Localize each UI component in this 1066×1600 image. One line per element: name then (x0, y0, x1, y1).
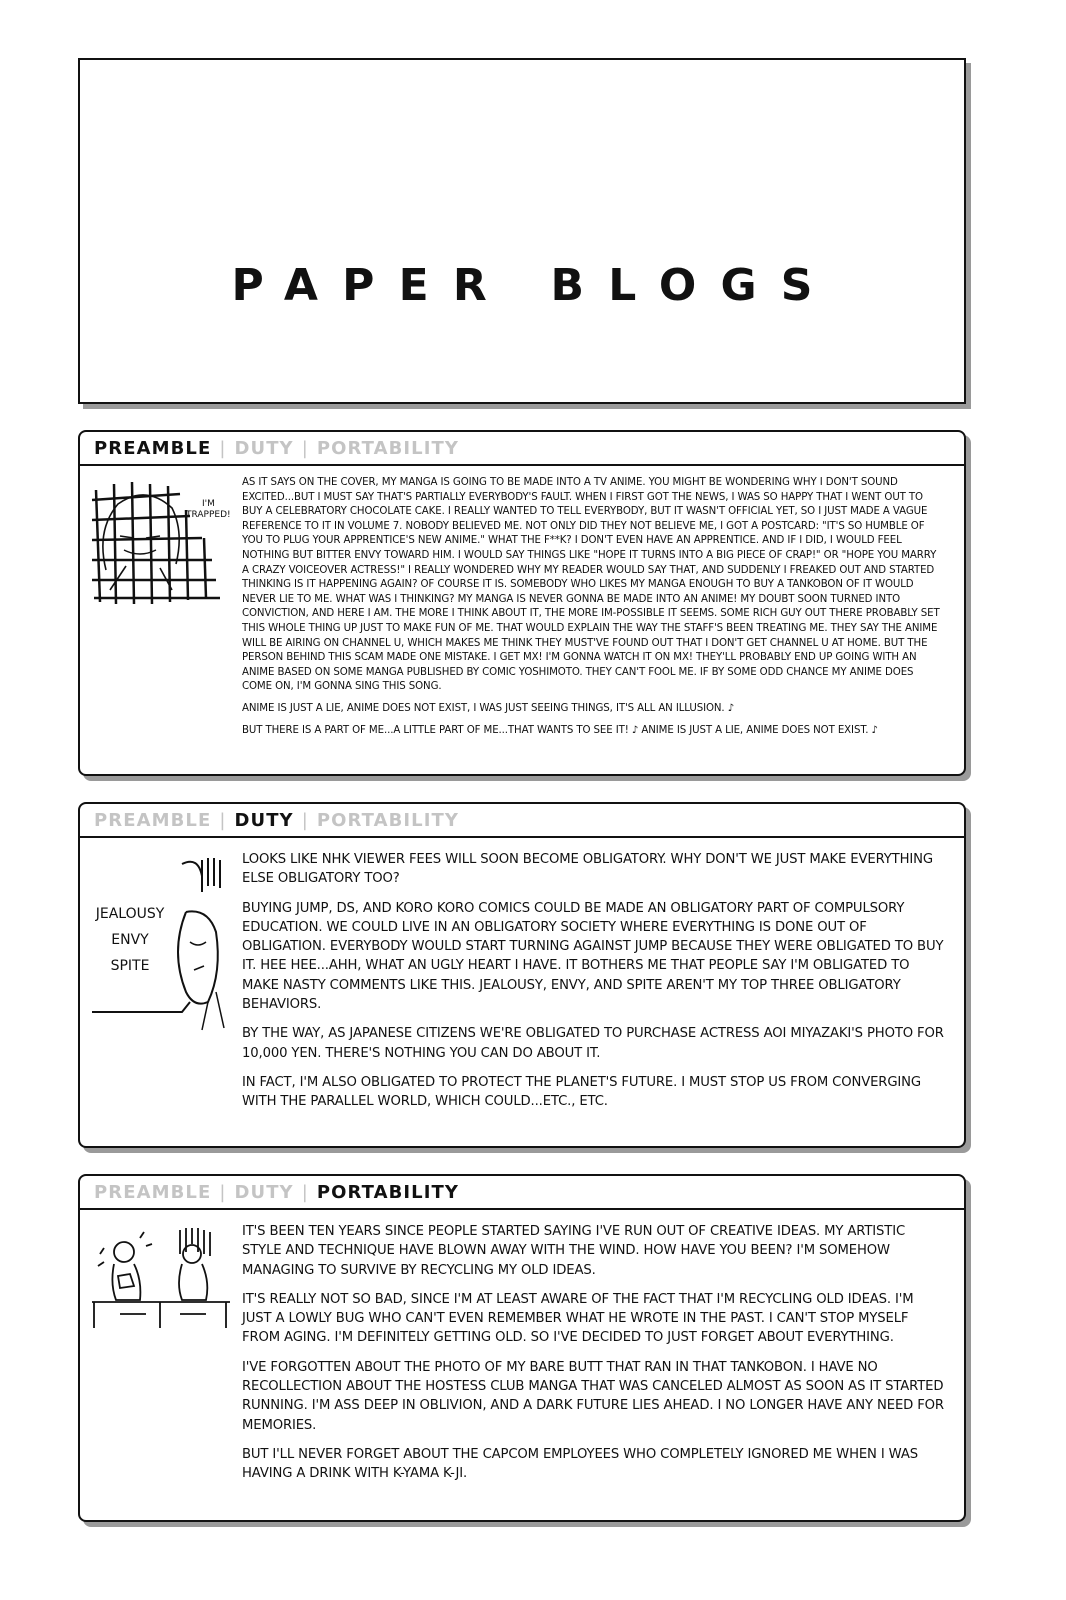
paragraph: LOOKS LIKE NHK VIEWER FEES WILL SOON BECOME OBLIGATORY. WHY DON'T WE JUST MAKE EVERYTHING ELSE OBLIGATORY TOO? (242, 852, 933, 887)
jealousy-illustration (90, 852, 240, 1046)
section-portability (78, 1174, 966, 1522)
title-panel (78, 58, 966, 404)
section-tabs (80, 804, 964, 838)
tab-separator: | (301, 1181, 309, 1203)
paragraph: BY THE WAY, AS JAPANESE CITIZENS WE'RE OBLIGATED TO PURCHASE ACTRESS AOI MIYAZAKI'S PHOTO FOR 10,000 YEN. THERE'S NOTHING YOU CAN DO ABOUT IT. (242, 1026, 944, 1061)
section-tabs (80, 432, 964, 466)
illustration-caption: ENVY (111, 932, 149, 948)
paragraph: BUT I'LL NEVER FORGET ABOUT THE CAPCOM EMPLOYEES WHO COMPLETELY IGNORED ME WHEN I WAS HAVING A DRINK WITH K-YAMA K-JI. (242, 1446, 918, 1482)
tab-preamble: PREAMBLE (94, 809, 212, 831)
tab-preamble: PREAMBLE (94, 1181, 212, 1203)
section-text (242, 476, 944, 745)
section-duty (78, 802, 966, 1148)
tab-preamble: PREAMBLE (94, 437, 212, 459)
tab-separator: | (301, 809, 309, 831)
illustration-caption: TRAPPED! (186, 510, 231, 520)
two-people-illustration (90, 1224, 240, 1338)
section-text (242, 1222, 944, 1494)
tab-separator: | (301, 437, 309, 459)
tab-portability: PORTABILITY (316, 437, 459, 459)
tab-separator: | (219, 1181, 227, 1203)
trapped-illustration (90, 480, 240, 614)
illustration-caption: SPITE (110, 958, 150, 974)
tab-separator: | (219, 809, 227, 831)
tab-duty: DUTY (234, 437, 294, 459)
tab-portability: PORTABILITY (316, 809, 459, 831)
section-tabs (80, 1176, 964, 1210)
paragraph: AS IT SAYS ON THE COVER, MY MANGA IS GOING TO BE MADE INTO A TV ANIME. YOU MIGHT BE WONDERING WHY I DON'T SOUND EXCITED...BUT I MUST SAY THAT'S PARTIALLY EVERYBODY'S FAULT. WHEN I FIRST GOT THE NEWS, I WAS SO HAPPY THAT I WENT OUT TO BUY A CELEBRATORY CHOCOLATE CAKE. I REALLY WANTED TO TELL EVERYBODY, BUT IT WASN'T OFFICIAL YET, SO I JUST MADE A VAGUE REFERENCE TO IT IN VOLUME 7. NOBODY BELIEVED ME. NOT ONLY DID THEY NOT BELIEVE ME, I GOT A POSTCARD: "IT'S SO HUMBLE OF YOU TO PLUG YOUR APPRENTICE'S NEW ANIME." WHAT THE F**K? I DON'T EVEN HAVE AN APPRENTICE. AND IF I DID, I WOULD FEEL NOTHING BUT BITTER ENVY TOWARD HIM. I WOULD SAY THINGS LIKE "HOPE IT TURNS INTO A BIG PIECE OF CRAP!" OR "HOPE YOU MARRY A CRAZY VOICEOVER ACTRESS!" I REALLY WONDERED WHY MY READER WOULD SAY THAT, AND SUDDENLY I FREAKED OUT AND STARTED THINKING IS IT HAPPENING AGAIN? OF COURSE IT IS. SOMEBODY WHO LIKES MY MANGA ENOUGH TO BUY A TANKOBON OF IT WOULD NEVER LIE TO ME. WHAT WAS I THINKING? MY MANGA IS NEVER GONNA BE MADE INTO AN ANIME! MY DOUBT SOON TURNED INTO CONVICTION, AND HERE I AM. THE MORE I THINK ABOUT IT, THE MORE IM-POSSIBLE IT SEEMS. SOME RICH GUY OUT THERE PROBABLY SET THIS WHOLE THING UP JUST TO MAKE FUN OF ME. THAT WOULD EXPLAIN THE WAY THE STAFF'S BEEN TREATING ME. THEY SAY THE ANIME WILL BE AIRING ON CHANNEL U, WHICH MAKES ME THINK THEY MUST'VE FOUND OUT THAT I DON'T GET CHANNEL U AT HOME. BUT THE PERSON BEHIND THIS SCAM MADE ONE MISTAKE. I GET MX! I'M GONNA WATCH IT ON MX! THEY'LL PROBABLY END UP GOING WITH AN ANIME BASED ON SOME MANGA PUBLISHED BY COMIC YOSHIMOTO. THEY CAN'T FOOL ME. IF BY SOME ODD CHANCE MY ANIME DOES COME ON, I'M GONNA SING THIS SONG. (242, 477, 940, 693)
tab-portability: PORTABILITY (316, 1181, 459, 1203)
illustration-caption: I'M (202, 499, 215, 509)
tab-duty: DUTY (234, 1181, 294, 1203)
paragraph: ANIME IS JUST A LIE, ANIME DOES NOT EXIST, I WAS JUST SEEING THINGS, IT'S ALL AN ILLUSION. ♪ (242, 702, 735, 714)
section-text (242, 850, 944, 1122)
paragraph: BUT THERE IS A PART OF ME...A LITTLE PART OF ME...THAT WANTS TO SEE IT! ♪ ANIME IS JUST A LIE, ANIME DOES NOT EXIST. ♪ (242, 724, 878, 736)
tab-duty: DUTY (234, 809, 294, 831)
paragraph: IN FACT, I'M ALSO OBLIGATED TO PROTECT THE PLANET'S FUTURE. I MUST STOP US FROM CONVERGING WITH THE PARALLEL WORLD, WHICH COULD...ETC., ETC. (242, 1074, 921, 1110)
paragraph: BUYING JUMP, DS, AND KORO KORO COMICS COULD BE MADE AN OBLIGATORY PART OF COMPULSORY EDUCATION. WE COULD LIVE IN AN OBLIGATORY SOCIETY WHERE EVERYTHING IS DONE OUT OF OBLIGATION. EVERYBODY WOULD START TURNING AGAINST JUMP BECAUSE THEY WERE OBLIGATED TO BUY IT. HEE HEE...AHH, WHAT AN UGLY HEART I HAVE. IT BOTHERS ME THAT PEOPLE SAY I'M OBLIGATED TO MAKE NASTY COMMENTS LIKE THIS. JEALOUSY, ENVY, AND SPITE AREN'T MY TOP THREE OBLIGATORY BEHAVIORS. (242, 900, 944, 1013)
paragraph: I'VE FORGOTTEN ABOUT THE PHOTO OF MY BARE BUTT THAT RAN IN THAT TANKOBON. I HAVE NO RECOLLECTION ABOUT THE HOSTESS CLUB MANGA THAT WAS CANCELED ALMOST AS SOON AS IT STARTED RUNNING. I'M ASS DEEP IN OBLIVION, AND A DARK FUTURE LIES AHEAD. I NO LONGER HAVE ANY NEED FOR MEMORIES. (242, 1359, 944, 1433)
illustration-caption: JEALOUSY (95, 906, 165, 922)
tab-separator: | (219, 437, 227, 459)
paragraph: IT'S BEEN TEN YEARS SINCE PEOPLE STARTED SAYING I'VE RUN OUT OF CREATIVE IDEAS. MY ARTISTIC STYLE AND TECHNIQUE HAVE BLOWN AWAY WITH THE WIND. HOW HAVE YOU BEEN? I'M SOMEHOW MANAGING TO SURVIVE BY RECYCLING MY OLD IDEAS. (242, 1224, 906, 1278)
section-preamble (78, 430, 966, 776)
paragraph: IT'S REALLY NOT SO BAD, SINCE I'M AT LEAST AWARE OF THE FACT THAT I'M RECYCLING OLD IDEAS. I'M JUST A LOWLY BUG WHO CAN'T EVEN REMEMBER WHAT HE WROTE IN THE PAST. I CAN'T STOP MYSELF FROM AGING. I'M DEFINITELY GETTING OLD. SO I'VE DECIDED TO JUST FORGET ABOUT EVERYTHING. (242, 1291, 914, 1346)
page-title: PAPER BLOGS (231, 260, 837, 311)
